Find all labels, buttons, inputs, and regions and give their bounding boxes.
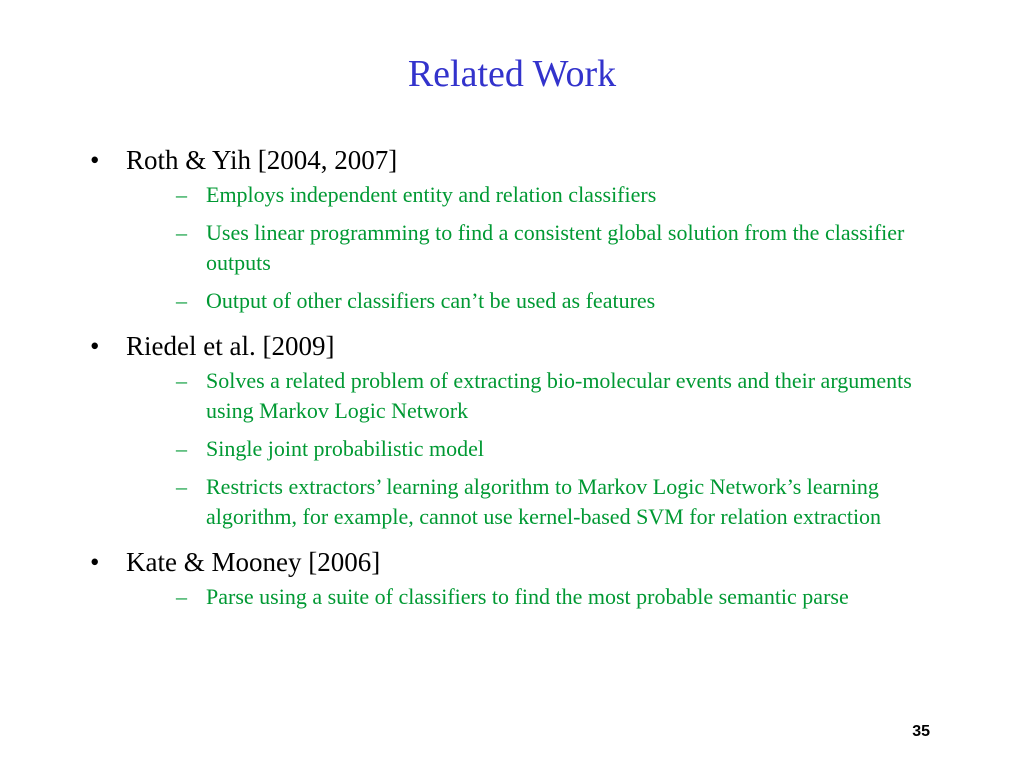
sub-bullet-text: Parse using a suite of classifiers to find the most probable semantic parse [206,584,849,609]
bullet-list [90,144,950,612]
sub-bullet-item [126,434,950,464]
sub-bullet-item [126,218,950,278]
sub-bullet-list [126,366,950,532]
sub-bullet-marker: – [176,182,187,207]
sub-bullet-text: Output of other classifiers can’t be used as features [206,288,656,313]
slide-title: Related Work [407,53,617,95]
page-number: 35 [912,723,930,740]
bullet-text: Roth & Yih [2004, 2007] [126,145,398,175]
bullet-item [90,144,950,316]
bullet-marker: • [90,145,100,175]
bullet-marker: • [90,331,100,361]
sub-bullet-marker: – [176,220,187,245]
sub-bullet-marker: – [176,368,187,393]
sub-bullet-list [126,582,950,612]
sub-bullet-marker: – [176,474,187,499]
bullet-marker: • [90,547,100,577]
bullet-item [90,546,950,612]
bullet-text: Kate & Mooney [2006] [126,547,381,577]
sub-bullet-item [126,582,950,612]
bullet-item [90,330,950,532]
sub-bullet-item [126,366,950,426]
sub-bullet-text: Single joint probabilistic model [206,436,485,461]
sub-bullet-marker: – [176,584,187,609]
sub-bullet-text: Employs independent entity and relation classifiers [206,182,657,207]
sub-bullet-item [126,180,950,210]
sub-bullet-list [126,180,950,316]
sub-bullet-text: Solves a related problem of extracting bio-molecular events and their arguments using Markov Logic Network [206,368,912,423]
sub-bullet-item [126,286,950,316]
sub-bullet-text: Uses linear programming to find a consistent global solution from the classifier outputs [206,220,905,275]
sub-bullet-text: Restricts extractors’ learning algorithm to Markov Logic Network’s learning algorithm, for example, cannot use kernel-based SVM for relation extraction [206,474,882,529]
sub-bullet-marker: – [176,436,187,461]
sub-bullet-marker: – [176,288,187,313]
bullet-text: Riedel et al. [2009] [126,331,335,361]
sub-bullet-item [126,472,950,532]
